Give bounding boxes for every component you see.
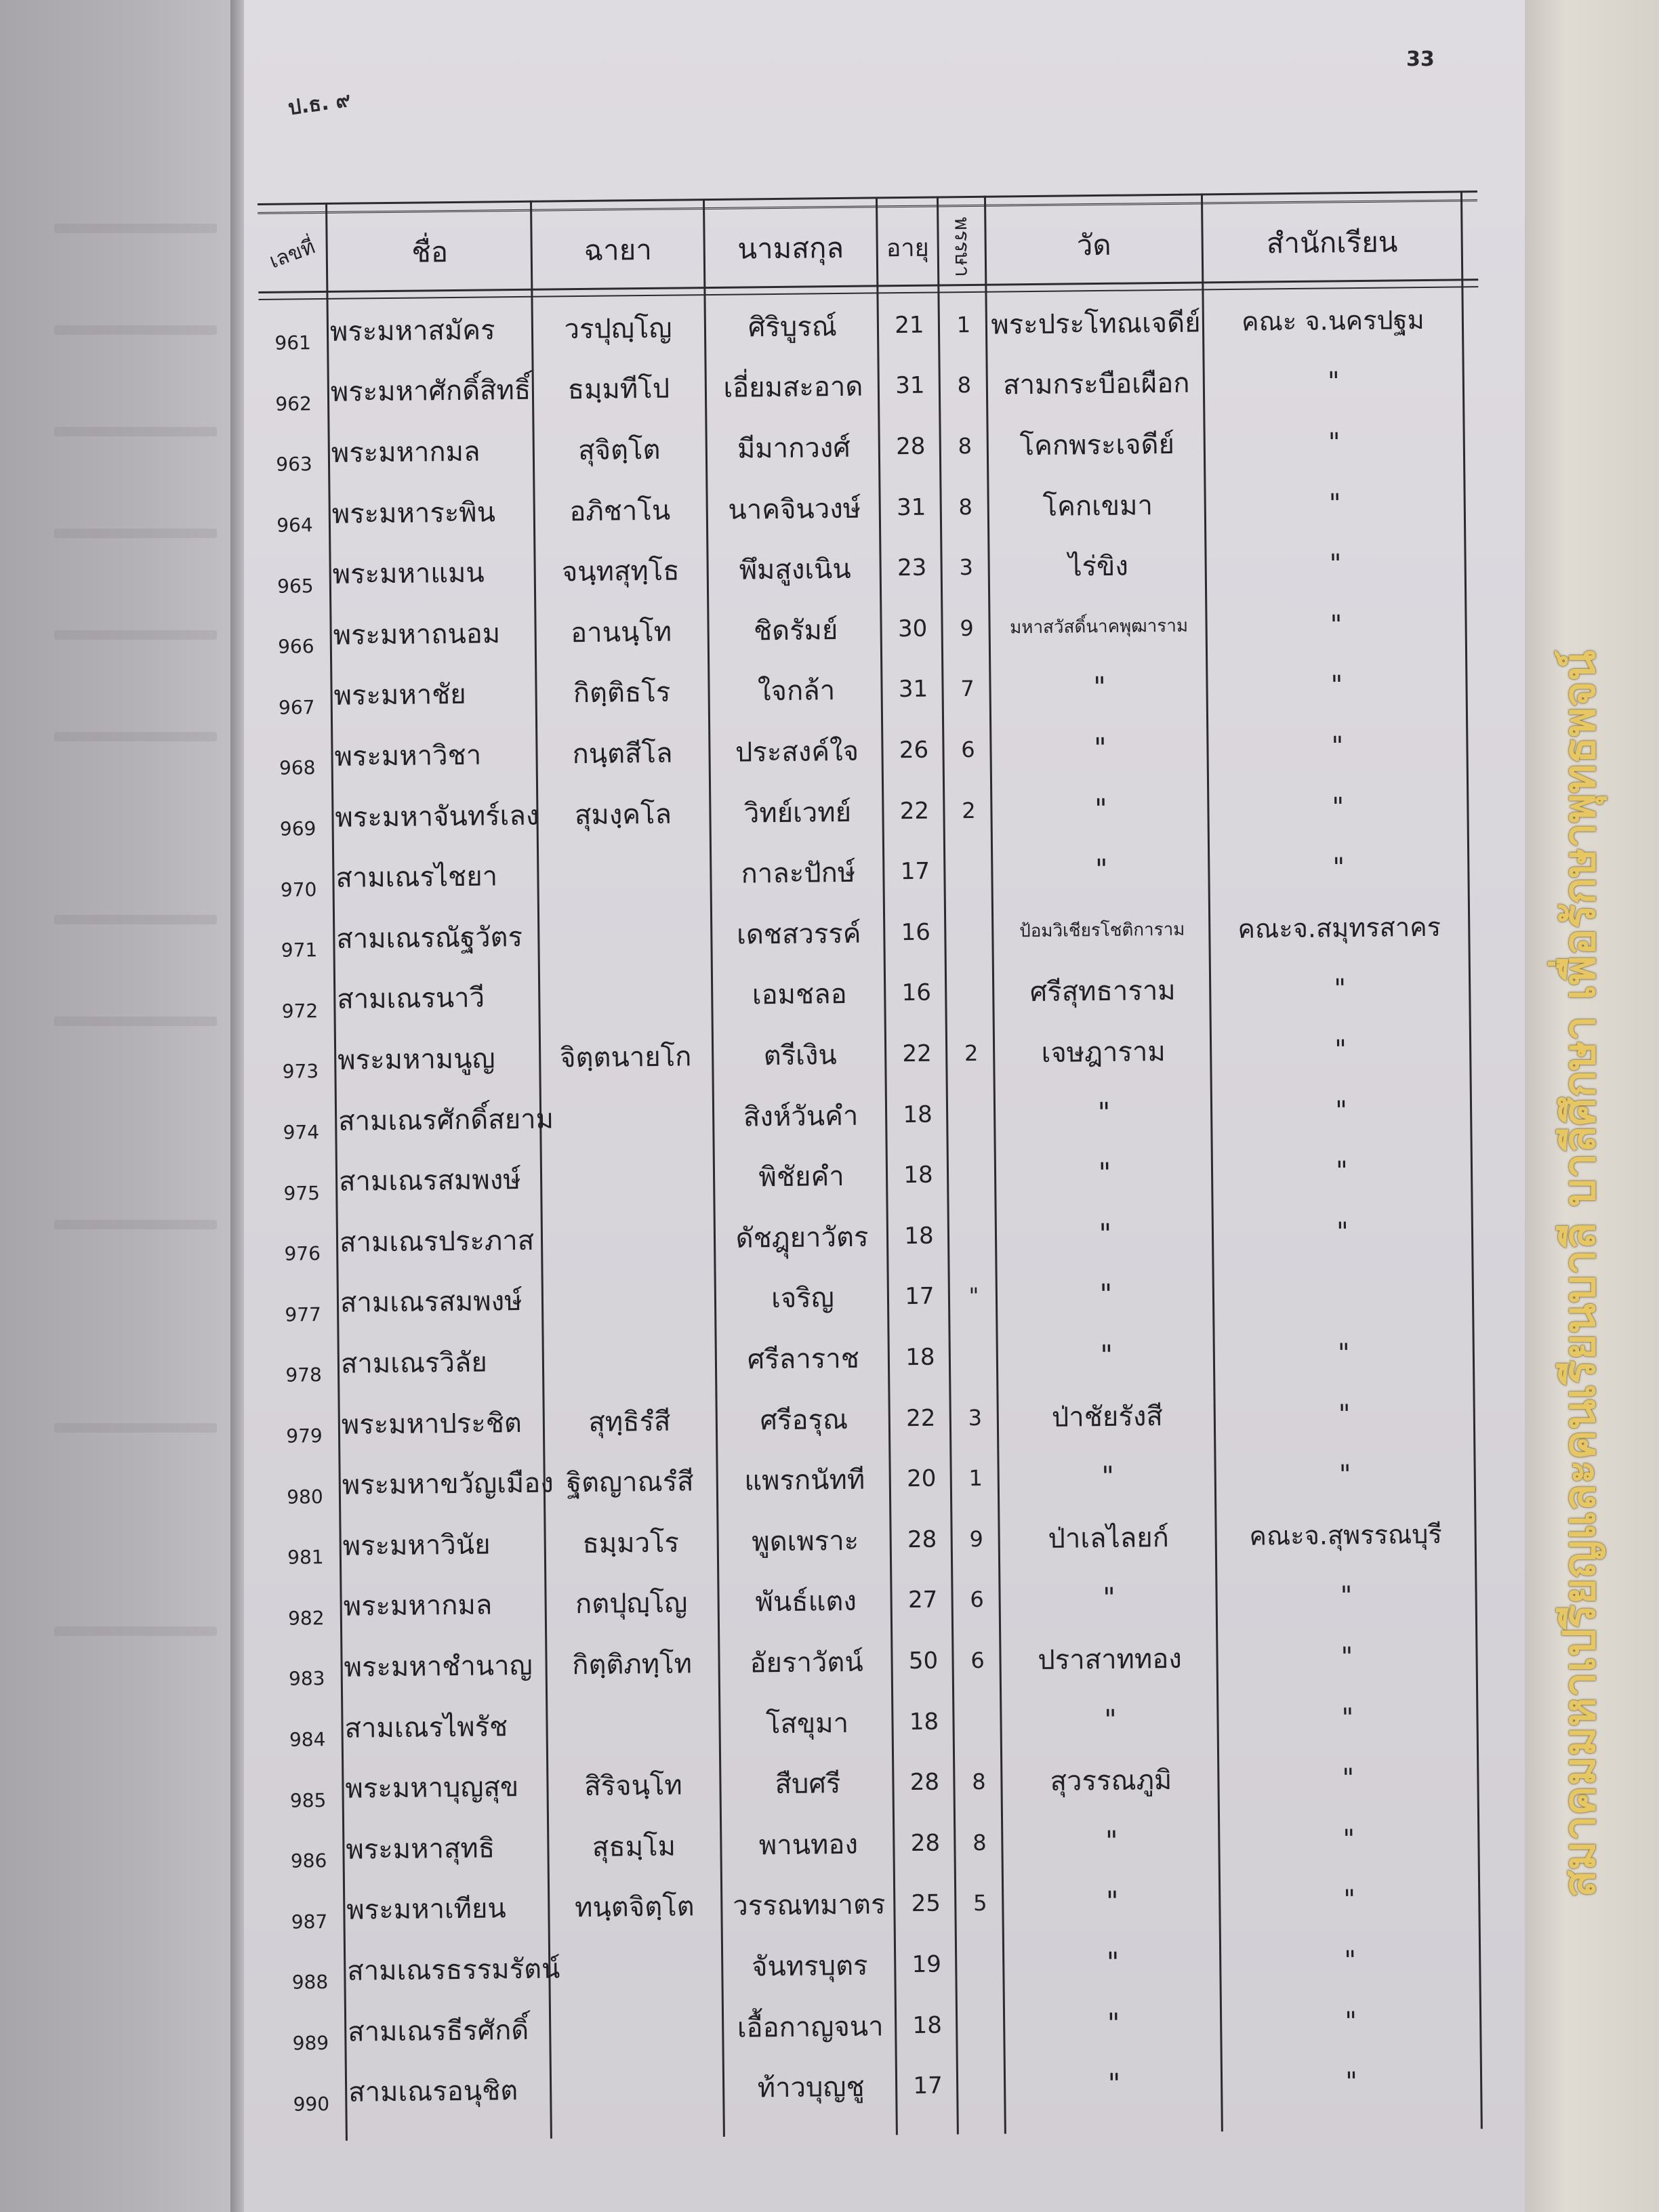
faded-text-line (54, 1017, 217, 1026)
cell-age: 16 (901, 918, 931, 946)
cell-pansa: 2 (964, 1040, 979, 1067)
header-age: อายุ (886, 234, 929, 262)
cell-surname: สิงห์วันคำ (743, 1100, 859, 1133)
cell-office: " (1345, 2005, 1357, 2036)
cell-number: 970 (280, 878, 317, 901)
cell-surname: เอื้อกาญจนา (737, 2011, 884, 2044)
cell-office: " (1338, 1398, 1351, 1429)
cell-name: พระมหามนูญ (337, 1043, 495, 1076)
cell-pansa (949, 1144, 997, 1205)
cell-name: สามเณรสมพงษ์ (338, 1164, 521, 1198)
cell-name: พระมหาถนอม (333, 618, 501, 651)
cell-office: " (1336, 1216, 1349, 1247)
cell-chaya: สุจิตฺโต (577, 434, 661, 467)
cell-age: 20 (906, 1465, 937, 1493)
cell-age: 50 (908, 1647, 939, 1675)
cell-chaya: ทนฺตจิตฺโต (574, 1891, 695, 1924)
cell-wat: ป่าชัยรังสี (1051, 1400, 1163, 1433)
page-number: 33 (1406, 47, 1435, 71)
cell-office: " (1328, 427, 1340, 457)
cell-office: " (1343, 1884, 1356, 1914)
cell-number: 981 (287, 1546, 324, 1569)
cell-surname: วรรณทมาตร (733, 1889, 886, 1923)
cell-office: " (1338, 1459, 1351, 1490)
cell-wat: " (1101, 1461, 1115, 1493)
cell-wat: " (1094, 732, 1107, 764)
cell-number: 979 (286, 1425, 323, 1448)
faded-text-line (54, 224, 217, 233)
cell-pansa: 7 (960, 676, 975, 702)
header-pansa-cell (939, 209, 985, 285)
cell-pansa (946, 901, 994, 962)
cell-surname: ชิดรัมย์ (753, 614, 838, 647)
cell-chaya: ธมฺมทีโป (567, 373, 670, 406)
cell-number: 977 (285, 1303, 322, 1326)
cell-name: พระมหาวิชา (334, 739, 482, 773)
cell-age: 31 (895, 372, 925, 400)
cell-number: 969 (279, 817, 316, 840)
cell-surname: จันทรบุตร (751, 1950, 868, 1983)
cell-number: 973 (282, 1060, 319, 1084)
cell-name: พระมหาศักดิ์สิทธิ์ (330, 375, 531, 409)
cell-name: พระมหาประชิต (341, 1407, 523, 1441)
cell-chaya: อภิชาโน (569, 495, 671, 527)
cell-surname: เอี่ยมสะอาด (723, 371, 863, 405)
cell-surname: ท้าวบุญชู (757, 2071, 865, 2104)
cell-name: พระมหาสุทธิ (346, 1832, 495, 1866)
cell-surname: พันธ์แตง (755, 1586, 857, 1618)
cell-wat: มหาสวัสดิ์นาคพุฒาราม (1010, 615, 1189, 638)
faded-text-line (54, 630, 217, 640)
cell-wat: เจษฎาราม (1041, 1036, 1166, 1069)
cell-pansa: 3 (959, 554, 974, 581)
cell-pansa (957, 1933, 1005, 1994)
cell-office: " (1334, 973, 1347, 1004)
cell-wat: " (1093, 672, 1106, 703)
cell-chaya (550, 1936, 720, 1999)
cell-name: สามเณรณัฐวัตร (336, 921, 523, 955)
cell-name: พระมหากมล (331, 436, 480, 469)
cell-office: " (1330, 670, 1343, 700)
cell-wat: " (1105, 1886, 1119, 1918)
cell-chaya: ธมฺมวโร (582, 1527, 680, 1559)
cell-pansa: 9 (969, 1525, 984, 1552)
faded-text-line (54, 915, 217, 924)
cell-pansa: 8 (972, 1829, 987, 1856)
cell-number: 988 (291, 1971, 329, 1994)
cell-number: 966 (277, 635, 314, 659)
cell-surname: วิทย์เวทย์ (743, 796, 852, 830)
cell-pansa: 6 (970, 1586, 985, 1613)
faded-text-line (54, 1626, 217, 1636)
cell-wat: " (1098, 1158, 1111, 1189)
cell-number: 984 (289, 1728, 326, 1751)
cell-wat: " (1097, 1097, 1111, 1128)
cell-chaya: กตปุญฺโญ (575, 1587, 688, 1620)
cell-age: 18 (905, 1343, 935, 1372)
cell-wat: ป้อมวิเชียรโชติการาม (1019, 920, 1185, 942)
cell-age: 26 (899, 736, 929, 764)
cell-name: สามเณรไพรัช (344, 1711, 508, 1744)
cell-office: " (1328, 487, 1341, 518)
header-surname: นามสกุล (737, 230, 844, 266)
running-head: ป.ธ. ๙ (287, 87, 352, 121)
cell-surname: พึมสูงเนิน (739, 554, 851, 586)
cell-wat: สามกระบือเผือก (1003, 368, 1190, 401)
cell-wat: " (1094, 793, 1107, 825)
table-row (277, 2049, 1498, 2123)
cell-age: 17 (905, 1283, 935, 1311)
cell-name: สามเณรธีรศักดิ์ (348, 2014, 529, 2048)
cell-surname: ประสงค์ใจ (735, 735, 859, 769)
cell-chaya: ฐิตญาณรํสี (566, 1466, 694, 1499)
cell-name: พระมหาบุญสุข (345, 1771, 519, 1805)
header-no: เลขที่ (266, 234, 319, 273)
cell-age: 22 (905, 1404, 936, 1432)
cell-age: 18 (903, 1101, 933, 1128)
cell-office: " (1329, 548, 1342, 579)
cell-chaya: สุธมฺโม (592, 1830, 676, 1863)
cell-chaya (540, 965, 710, 1027)
faded-text-line (54, 529, 217, 538)
header-wat: วัด (1076, 228, 1111, 262)
cell-office: คณะจ.สุพรรณบุรี (1249, 1519, 1443, 1552)
cell-surname: ดัชฎุยาวัตร (735, 1221, 869, 1254)
faded-text-line (54, 732, 217, 741)
facing-page (0, 0, 247, 2212)
cell-pansa: 1 (968, 1465, 983, 1492)
cell-pansa: 9 (960, 615, 974, 641)
cell-age: 16 (901, 979, 932, 1007)
cell-name: สามเณรนาวี (337, 982, 485, 1016)
cell-name: สามเณรไชยา (335, 861, 498, 895)
cell-wat: ป่าเลไลยก์ (1048, 1521, 1170, 1555)
header-chaya: ฉายา (583, 232, 653, 267)
cell-surname: ใจกล้า (757, 675, 836, 708)
cell-office: " (1341, 1702, 1354, 1732)
cell-name: พระมหาชำนาญ (344, 1650, 533, 1683)
cell-office: " (1337, 1338, 1350, 1368)
cell-pansa (947, 962, 995, 1023)
cell-pansa (958, 2055, 1006, 2116)
cell-office: " (1332, 791, 1345, 822)
cell-surname: พูดเพราะ (752, 1525, 859, 1558)
cell-chaya: สิริจนฺโท (583, 1769, 682, 1803)
cell-number: 971 (281, 939, 318, 962)
cell-number: 963 (276, 453, 312, 476)
cell-pansa (948, 1083, 996, 1144)
cell-age: 18 (909, 1708, 939, 1736)
cell-wat: " (1094, 854, 1108, 886)
watermark-text: สมาคมมหาเปรียญและคนเรียนบาลี บาลีศึกษา เพื่อรักษาพุทธพจน์ (1553, 650, 1605, 1898)
cell-surname: เดชสวรรค์ (736, 918, 861, 951)
cell-number: 962 (275, 392, 312, 415)
cell-age: 17 (913, 2072, 943, 2100)
cell-office: " (1327, 366, 1340, 396)
cell-office: คณะ จ.นครปฐม (1241, 305, 1425, 337)
faded-text-line (54, 1220, 217, 1229)
cell-pansa: 8 (958, 493, 973, 520)
cell-pansa (950, 1326, 998, 1387)
cell-name: สามเณรธรรมรัตน์ (347, 1953, 560, 1987)
cell-pansa (945, 840, 994, 901)
cell-pansa (954, 1690, 1002, 1751)
cell-pansa: 8 (972, 1769, 986, 1795)
cell-chaya (539, 843, 709, 905)
cell-number: 972 (281, 1000, 319, 1023)
cell-office: " (1330, 609, 1343, 640)
cell-chaya (539, 904, 710, 966)
cell-surname: สืบศรี (775, 1768, 841, 1801)
cell-surname: ศรีอรุณ (760, 1404, 848, 1436)
cell-surname: นาคจินวงษ์ (728, 493, 861, 526)
cell-office: " (1340, 1641, 1353, 1672)
cell-pansa: 6 (970, 1647, 985, 1674)
cell-chaya (544, 1329, 714, 1391)
cell-age: 28 (907, 1525, 937, 1553)
cell-office: คณะจ.สมุทรสาคร (1237, 912, 1441, 945)
cell-chaya: อานนฺโท (570, 616, 672, 649)
cell-chaya: วรปุญฺโญ (564, 312, 672, 346)
cell-name: พระมหาเทียน (346, 1893, 506, 1927)
cell-age: 28 (895, 432, 926, 461)
cell-name: พระมหาวินัย (342, 1529, 491, 1562)
cell-surname: เจริญ (771, 1282, 835, 1315)
cell-age: 23 (897, 554, 927, 582)
cell-surname: กาละปักษ์ (741, 857, 856, 890)
cell-age: 30 (897, 615, 928, 642)
cell-chaya: สุทฺธิรํสี (588, 1406, 671, 1438)
cell-number: 961 (274, 331, 312, 355)
cell-name: พระมหาแมน (332, 557, 485, 591)
cell-wat: " (1099, 1279, 1113, 1311)
cell-number: 980 (287, 1485, 323, 1509)
cell-surname: มีมากวงศ์ (737, 432, 851, 465)
faded-text-line (54, 1423, 217, 1433)
cell-name: พระมหาสมัคร (329, 314, 495, 348)
cell-pansa: 8 (957, 372, 972, 398)
cell-number: 982 (287, 1606, 325, 1630)
cell-surname: ศิริบูรณ์ (747, 310, 838, 344)
cell-chaya: สุมงฺคโล (574, 798, 672, 831)
cell-office: " (1332, 852, 1345, 882)
cell-pansa: 6 (961, 736, 975, 763)
cell-number: 990 (293, 2092, 330, 2116)
registry-table (258, 190, 1498, 2142)
cell-wat: สุวรรณภูมิ (1050, 1765, 1172, 1798)
cell-chaya (544, 1269, 714, 1331)
cell-office: " (1344, 1945, 1357, 1975)
header-no-cell (258, 216, 326, 291)
cell-pansa: 8 (958, 432, 972, 459)
faded-text-line (54, 427, 217, 436)
cell-age: 18 (903, 1161, 933, 1189)
cell-name: สามเณรประภาส (339, 1225, 535, 1258)
cell-pansa (958, 1994, 1006, 2055)
cell-wat: ศรีสุทธาราม (1029, 975, 1176, 1008)
header-pansa: พรรษา (949, 216, 975, 277)
faded-text-line (54, 325, 217, 335)
cell-wat: " (1105, 1825, 1118, 1857)
header-office: สำนักเรียน (1266, 225, 1398, 260)
cell-age: 19 (912, 1950, 942, 1979)
cell-chaya (543, 1208, 713, 1270)
cell-wat: " (1104, 1704, 1117, 1736)
cell-name: พระมหาจันทร์เลง (335, 800, 539, 834)
cell-chaya (542, 1147, 712, 1209)
cell-office: " (1343, 1823, 1355, 1854)
cell-wat: " (1107, 2068, 1121, 2100)
cell-surname: โสขุมา (765, 1707, 849, 1740)
cell-wat: พระประโทณเจดีย์ (991, 307, 1201, 341)
cell-pansa: 1 (956, 311, 971, 338)
cell-surname: ศรีลาราช (747, 1343, 860, 1376)
cell-name: สามเณรอนุชิต (348, 2075, 518, 2108)
cell-name: สามเณรศักดิ์สยาม (337, 1103, 554, 1137)
cell-office: " (1335, 1094, 1348, 1126)
cell-office: " (1342, 1763, 1355, 1793)
cell-age: 31 (896, 493, 926, 521)
cell-chaya: กนฺตสีโล (572, 737, 673, 771)
cell-office: " (1331, 731, 1344, 761)
cell-age: 17 (900, 857, 930, 886)
cell-surname: พิชัยคำ (758, 1161, 844, 1193)
cell-age: 22 (899, 797, 930, 825)
cell-office: " (1340, 1580, 1353, 1611)
cell-surname: พานทอง (758, 1828, 859, 1862)
cell-number: 989 (292, 2032, 329, 2055)
cell-office: " (1345, 2066, 1358, 2097)
cell-number: 987 (291, 1910, 328, 1933)
cell-age: 31 (898, 676, 928, 703)
cell-name: พระมหาชัย (333, 679, 466, 712)
cell-number: 976 (284, 1242, 321, 1265)
cell-pansa (949, 1205, 998, 1266)
cell-number: 964 (276, 514, 313, 537)
cell-office: " (1334, 1034, 1347, 1065)
cell-age: 22 (902, 1040, 933, 1068)
cell-wat: " (1106, 1946, 1120, 1979)
cell-wat: โคกเขมา (1042, 489, 1153, 523)
cell-number: 975 (283, 1181, 321, 1205)
cell-wat: " (1107, 2007, 1120, 2039)
cell-surname: อัยราวัตน์ (750, 1646, 863, 1679)
cell-chaya: กิตฺติธโร (573, 677, 671, 710)
cell-office (1214, 1261, 1472, 1324)
cell-surname: แพรกนัทที (744, 1464, 865, 1497)
cell-pansa: " (968, 1283, 979, 1309)
cell-name: สามเณรสมพงษ์ (340, 1286, 523, 1319)
cell-pansa: 3 (968, 1404, 983, 1431)
cell-name: สามเณรวิลัย (340, 1347, 488, 1380)
cell-age: 28 (909, 1768, 940, 1797)
cell-wat: " (1100, 1339, 1113, 1372)
cell-number: 986 (290, 1849, 327, 1872)
cell-wat: " (1103, 1582, 1116, 1614)
cell-number: 978 (285, 1364, 323, 1387)
cell-wat: ไร่ขิง (1068, 550, 1129, 583)
cell-age: 18 (904, 1222, 934, 1250)
cell-office: " (1336, 1155, 1349, 1186)
cell-pansa: 5 (972, 1890, 987, 1917)
cell-age: 18 (912, 2011, 943, 2039)
cell-number: 983 (288, 1667, 325, 1691)
cell-number: 965 (277, 574, 314, 598)
cell-wat: " (1099, 1218, 1112, 1250)
cell-chaya: จนฺทสุทฺโธ (561, 555, 680, 588)
cell-age: 27 (907, 1586, 938, 1614)
cell-surname: ตรีเงิน (763, 1040, 837, 1072)
cell-number: 967 (278, 696, 315, 719)
cell-chaya: กิตฺติภทฺโท (571, 1648, 693, 1681)
cell-name: พระมหาขวัญเมือง (342, 1467, 554, 1501)
cell-chaya (551, 1997, 721, 2060)
cell-pansa: 2 (962, 797, 976, 823)
cell-chaya (541, 1086, 712, 1149)
header-name: ชื่อ (411, 235, 449, 269)
cell-chaya (552, 2057, 722, 2120)
cell-age: 28 (910, 1829, 941, 1857)
cell-chaya: จิตฺตนายโก (559, 1041, 692, 1074)
cell-name: พระมหากมล (343, 1589, 493, 1623)
cell-age: 25 (911, 1889, 941, 1918)
cell-number: 985 (289, 1788, 327, 1812)
cell-wat: ปราสาททอง (1038, 1643, 1183, 1677)
cell-name: พระมหาระพิน (331, 496, 496, 530)
cell-wat: โคกพระเจดีย์ (1019, 428, 1175, 462)
cell-number: 974 (283, 1121, 320, 1144)
cell-number: 968 (279, 756, 316, 780)
cell-chaya (548, 1694, 718, 1756)
cell-surname: เอมชลอ (752, 979, 847, 1011)
cell-age: 21 (895, 311, 924, 339)
